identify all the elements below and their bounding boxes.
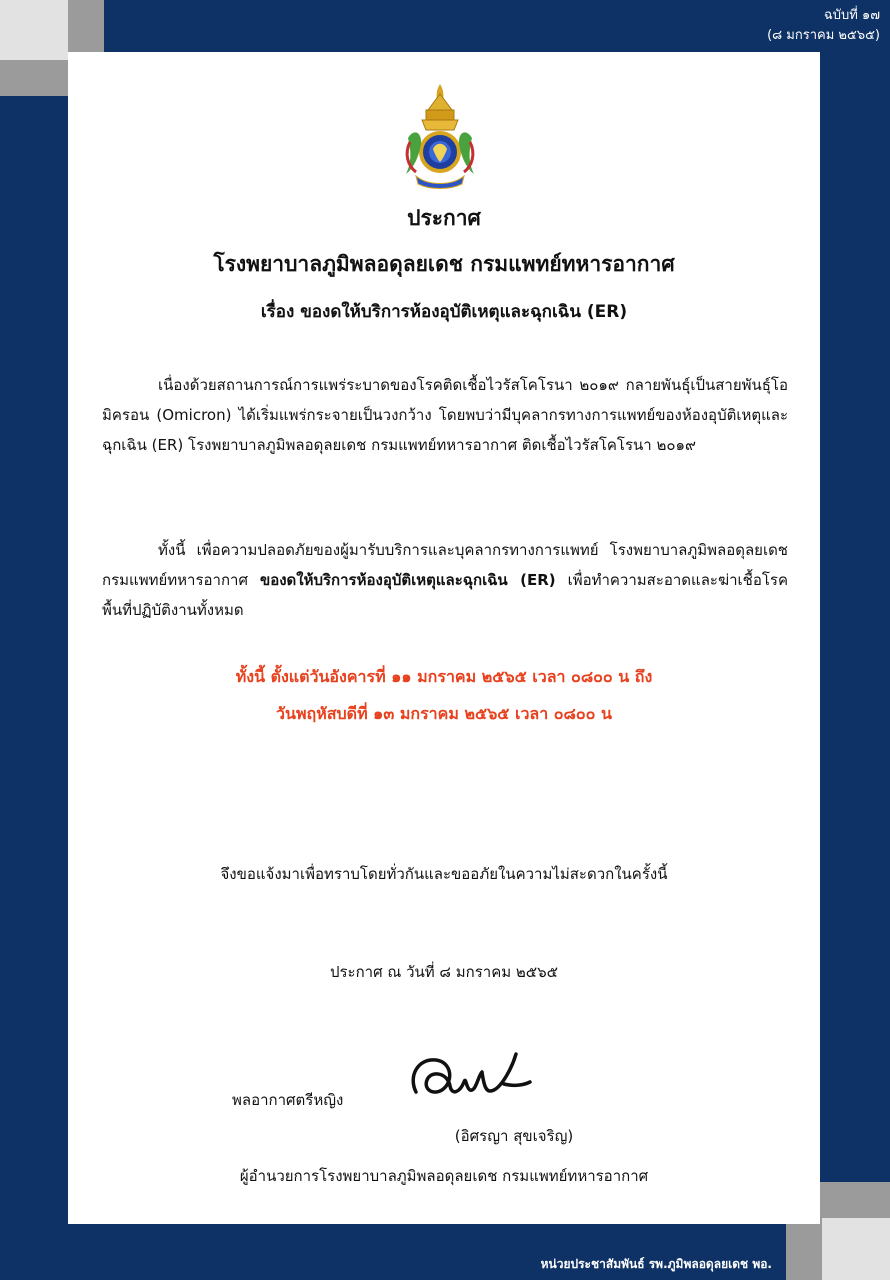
- body-paragraph-2-bold-notice: ของดให้บริการห้องอุบัติเหตุและฉุกเฉิน (ER): [259, 571, 556, 589]
- body-paragraph-2-text-end: เพื่อทำความสะอาดและฆ่าเชื้อโรคพื้นที่ปฏิบัติงานทั้งหมด: [102, 571, 788, 619]
- edition-date: (๘ มกราคม ๒๕๖๕): [767, 28, 880, 43]
- signer-name: (อิศรญา สุขเจริญ): [454, 1127, 574, 1145]
- handwritten-signature-icon: [404, 1042, 534, 1112]
- edition-info: [767, 6, 880, 46]
- body-paragraph-2: [102, 535, 788, 625]
- signer-position: ผู้อำนวยการโรงพยาบาลภูมิพลอดุลยเดช กรมแพทย์ทหารอากาศ: [239, 1167, 649, 1185]
- closure-period-end: วันพฤหัสบดีที่ ๑๓ มกราคม ๒๕๖๕ เวลา ๐๘๐๐ น: [276, 704, 612, 723]
- body-paragraph-2-text-start: ทั้งนี้ เพื่อความปลอดภัยของผู้มารับบริการและบุคลากรทางการแพทย์ โรงพยาบาลภูมิพลอดุลยเดช กรมแพทย์ทหารอากาศ: [102, 541, 788, 589]
- hospital-name-heading: โรงพยาบาลภูมิพลอดุลยเดช กรมแพทย์ทหารอากาศ: [213, 252, 675, 276]
- announcement-paper: [68, 52, 820, 1224]
- footer-unit-credit: หน่วยประชาสัมพันธ์ รพ.ภูมิพลอดุลยเดช พอ.: [540, 1257, 772, 1271]
- closure-period-start: ทั้งนี้ ตั้งแต่วันอังคารที่ ๑๑ มกราคม ๒๕๖๕ เวลา ๐๘๐๐ น ถึง: [235, 667, 653, 686]
- body-paragraph-1: เนื่องด้วยสถานการณ์การแพร่ระบาดของโรคติดเชื้อไวรัสโคโรนา ๒๐๑๙ กลายพันธุ์เป็นสายพันธุ์โอมิครอน (Omicron) ได้เริ่มแพร่กระจายเป็นวงกว้าง โดยพบว่ามีบุคลากรทางการแพทย์ของห้องอุบัติเหตุและฉุกเฉิน (ER) โรงพยาบาลภูมิพลอดุลยเดช กรมแพทย์ทหารอากาศ ติดเชื้อไวรัสโคโรนา ๒๐๑๙: [102, 376, 788, 454]
- announcement-subject: เรื่อง ของดให้บริการห้องอุบัติเหตุและฉุกเฉิน (ER): [260, 302, 628, 322]
- announcement-date: ประกาศ ณ วันที่ ๘ มกราคม ๒๕๖๕: [329, 963, 559, 981]
- edition-number: ฉบับที่ ๑๗: [823, 8, 880, 23]
- corner-decoration-bottom-right-light: [822, 1218, 890, 1280]
- corner-decoration-top-left-light: [0, 0, 68, 60]
- signer-rank: พลอากาศตรีหญิง: [232, 1091, 344, 1109]
- announcement-heading: ประกาศ: [407, 206, 481, 230]
- royal-crest-emblem-icon: [402, 82, 478, 192]
- closing-statement: จึงขอแจ้งมาเพื่อทราบโดยทั่วกันและขออภัยในความไม่สะดวกในครั้งนี้: [220, 865, 668, 883]
